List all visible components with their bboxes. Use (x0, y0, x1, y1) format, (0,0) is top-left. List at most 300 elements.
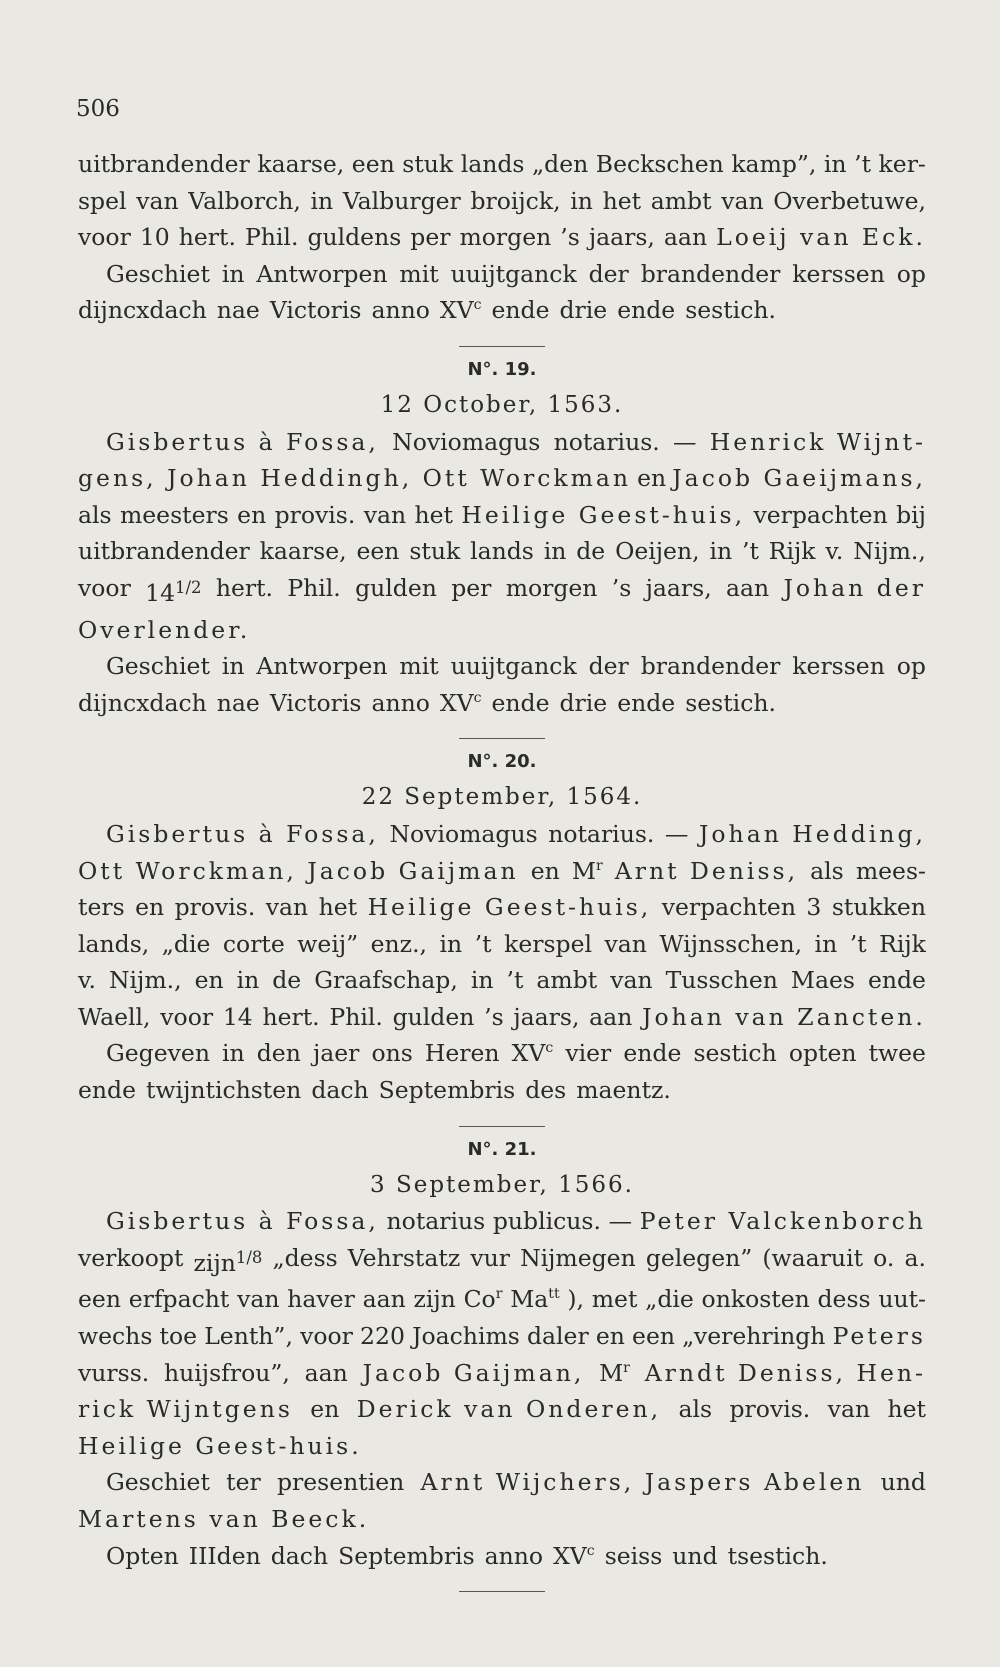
word: dach (311, 1076, 369, 1105)
superscript: c (586, 1542, 595, 1559)
word: jaars, (645, 573, 712, 602)
word: mit (399, 652, 439, 681)
word: ende (617, 296, 676, 325)
word: Antworpen (256, 259, 388, 288)
entry-date: 3 September, 1566. (370, 1171, 634, 1198)
word: Vehrstatz (347, 1243, 461, 1272)
word: 14 (222, 1002, 253, 1031)
word: Geschiet (106, 652, 210, 681)
word: des (525, 1076, 567, 1105)
word: Antworpen (256, 652, 388, 681)
word: $XV^c$ (439, 688, 482, 717)
word: kaarse, (257, 150, 345, 178)
word: het (414, 500, 453, 529)
text-line (78, 962, 926, 999)
word: v. (78, 966, 96, 995)
word: in (221, 652, 245, 681)
text-line (78, 612, 926, 649)
word: $M^r$ (571, 856, 603, 885)
word: huijsfrou”, (164, 1358, 290, 1387)
word: „die (645, 1285, 694, 1314)
spaced-name: Loeij van Eck. (716, 223, 926, 252)
word: lands (470, 537, 534, 566)
word: het (318, 893, 358, 922)
word: presentien (276, 1468, 405, 1497)
word: jaars, (588, 223, 655, 252)
word: vur (470, 1243, 510, 1272)
word: voor (78, 573, 131, 602)
page-number: 506 (76, 96, 120, 122)
word: hert. (262, 1002, 320, 1031)
word: ons (371, 1039, 413, 1068)
text-line (78, 533, 926, 570)
word: kerspel (504, 929, 593, 958)
word: — (608, 1207, 633, 1236)
section-separator (459, 346, 545, 347)
spaced-name: Henrick Wijnt- (709, 427, 926, 456)
word: publicus. (492, 1207, 601, 1236)
word: spel (78, 186, 127, 215)
word: daler (526, 1322, 589, 1351)
text-line (78, 1281, 926, 1318)
word: Nijmegen (520, 1243, 636, 1272)
word: ker- (878, 150, 926, 178)
word: uuijtganck (450, 652, 577, 681)
word: „den (532, 150, 589, 178)
word: Septembris (338, 1541, 475, 1570)
word: verpachten (661, 893, 796, 922)
text-line (78, 219, 926, 256)
text-line (78, 1035, 926, 1072)
word: mit (399, 259, 439, 288)
word: tsestich. (727, 1541, 828, 1570)
word: Rijk (768, 537, 816, 566)
word: provis. (274, 500, 356, 529)
word: Oeijen, (615, 537, 700, 566)
word: uitbrandender (78, 537, 250, 566)
word: wechs (78, 1322, 153, 1351)
spaced-name: Peter Valckenborch (639, 1207, 926, 1236)
word: in (310, 186, 334, 215)
word: provis. (729, 1395, 811, 1424)
word: als (78, 500, 112, 529)
word: brandender (640, 652, 781, 681)
word: in (570, 186, 593, 215)
word: en (194, 966, 224, 995)
word: notarius. (548, 819, 655, 848)
word: haver (287, 1285, 355, 1314)
word: notarius (386, 1207, 486, 1236)
word: in (814, 929, 838, 958)
text-line (78, 889, 926, 926)
spaced-name: Arnt Wijchers, Jaspers Abelen (420, 1468, 865, 1497)
word: ), (567, 1285, 584, 1314)
text-line (78, 999, 926, 1036)
word: ende (491, 296, 550, 325)
word: per (410, 223, 451, 252)
word: vurss. (78, 1358, 150, 1387)
word: Gegeven (106, 1039, 210, 1068)
text-line (78, 1391, 926, 1428)
entry-number: N°. 20. (467, 751, 537, 773)
word: Phil. (287, 573, 341, 602)
word: und (672, 1541, 718, 1570)
word: gelegen” (645, 1243, 753, 1272)
word: broijck, (470, 186, 561, 215)
word: van (136, 186, 179, 215)
word: Nijm., (853, 537, 926, 566)
word: in (709, 537, 733, 566)
text-line (78, 648, 926, 685)
superscript: c (545, 1040, 554, 1057)
word: der (588, 652, 629, 681)
word: aan (663, 223, 708, 252)
word: stuk (409, 537, 461, 566)
word: morgen (459, 223, 552, 252)
word: op (896, 652, 926, 681)
word: uut- (878, 1285, 926, 1314)
word: $XV^c$ (553, 1541, 595, 1570)
word: o. (873, 1243, 895, 1272)
word: ende (491, 688, 550, 717)
spaced-name: Johan der (783, 573, 926, 602)
word: mees- (855, 856, 926, 885)
superscript: r (595, 857, 603, 874)
text-line (78, 1464, 926, 1501)
spaced-name: Heilige Geest-huis, (461, 500, 746, 529)
word: sestich. (685, 688, 776, 717)
word: Lenth”, (204, 1322, 293, 1351)
word: Noviomagus (389, 819, 538, 848)
word: dijncxdach (78, 296, 207, 325)
word: ter (226, 1468, 261, 1497)
word: drie (559, 296, 608, 325)
word: in (823, 150, 847, 178)
word: in (236, 966, 260, 995)
word: guldens (307, 223, 402, 252)
word: der (588, 259, 629, 288)
spaced-name: Johan Hedding, (698, 819, 926, 848)
word: en (637, 464, 667, 493)
word: aan (589, 1002, 633, 1031)
spaced-name: rick Wijntgens (78, 1395, 293, 1424)
superscript: c (473, 689, 482, 706)
word: a. (904, 1243, 926, 1272)
word: kerssen (792, 652, 885, 681)
word: en (135, 893, 165, 922)
word: notarius. (553, 427, 660, 456)
word: 10 (139, 223, 170, 252)
word: anno (371, 296, 430, 325)
text-line (78, 424, 926, 461)
spaced-name: Heilige Geest-huis. (78, 1431, 362, 1460)
word: anno (371, 688, 430, 717)
spaced-name: gens, Johan Heddingh, Ott Worckman (78, 464, 632, 493)
word: ’s (611, 573, 632, 602)
word: Heren (424, 1039, 500, 1068)
word: ’t (506, 966, 524, 995)
fraction: 1/8 (235, 1247, 263, 1267)
word: und (880, 1468, 926, 1497)
word: $M^r$ (599, 1358, 630, 1387)
word: als (810, 856, 844, 885)
entry-date: 22 September, 1564. (361, 784, 643, 811)
word: voor (78, 223, 131, 252)
word: kerssen (792, 259, 885, 288)
word: enz., (370, 929, 428, 958)
word: Geschiet (106, 259, 210, 288)
spaced-name: Jacob Gaijman, (362, 1358, 585, 1387)
word: Tusschen (665, 966, 778, 995)
word: een (356, 537, 400, 566)
word: van (827, 1395, 871, 1424)
spaced-name: Arnt Deniss, (614, 856, 799, 885)
word: in (222, 1039, 245, 1068)
word: weij” (297, 929, 359, 958)
text-line (78, 1355, 926, 1392)
section-separator (459, 738, 545, 739)
spaced-name: Gisbertus à Fossa, (106, 1207, 379, 1236)
word: per (451, 573, 492, 602)
word: ters (78, 893, 125, 922)
word: ’s (484, 1002, 504, 1031)
word: ende (867, 966, 926, 995)
text-line (78, 1538, 926, 1575)
word: Wijnsschen, (659, 929, 803, 958)
word: $XV^c$ (439, 296, 482, 325)
word: Noviomagus (392, 427, 541, 456)
word: van (363, 500, 407, 529)
document-body (78, 146, 926, 1598)
text-line (78, 497, 926, 534)
word: als (678, 1395, 713, 1424)
word: ’t (474, 929, 492, 958)
word: dijncxdach (78, 688, 207, 717)
word: maentz. (576, 1076, 671, 1105)
word: Phil. (329, 1002, 383, 1031)
word: verkoopt (78, 1243, 184, 1272)
word: ambt (536, 966, 598, 995)
spaced-name: Overlender. (78, 615, 251, 644)
text-line (78, 1072, 926, 1109)
word: den (256, 1039, 301, 1068)
word: gulden (392, 1002, 475, 1031)
word: Maes (790, 966, 855, 995)
word: met (591, 1285, 638, 1314)
word: „die (161, 929, 211, 958)
spaced-name: Johan van Zancten. (642, 1002, 926, 1031)
word: erfpacht (128, 1285, 230, 1314)
word: dess (817, 1285, 871, 1314)
word: $Ma^{tt}$ (510, 1285, 560, 1314)
spaced-name: Jacob Gaeijmans, (672, 464, 926, 493)
word: hert. (178, 223, 236, 252)
word: een (632, 1322, 675, 1351)
word: in (543, 537, 567, 566)
word: gulden (355, 573, 437, 602)
word: Nijm., (108, 966, 182, 995)
word: de (272, 966, 302, 995)
superscript: r (495, 1286, 503, 1303)
word: Phil. (244, 223, 299, 252)
word: jaars, (513, 1002, 580, 1031)
superscript: tt (548, 1286, 560, 1303)
text-line (78, 1240, 926, 1282)
text-line (78, 146, 926, 183)
word: zijn (413, 1285, 456, 1314)
superscript: r (623, 1359, 630, 1376)
spaced-name: Derick van Onderen, (356, 1395, 662, 1424)
word: sestich. (685, 296, 776, 325)
word: Opten (106, 1541, 179, 1570)
word: morgen (505, 573, 598, 602)
word: Overbetuwe, (773, 186, 926, 215)
word: stuk (402, 150, 454, 178)
word: — (664, 819, 689, 848)
entry-number: N°. 19. (467, 358, 537, 380)
word: Victoris (269, 296, 362, 325)
word: toe (159, 1322, 198, 1351)
word: hert. (215, 573, 274, 602)
word: Valburger (342, 186, 461, 215)
word: het (887, 1395, 926, 1424)
word: een (78, 1285, 121, 1314)
section-separator (459, 1126, 545, 1127)
word: v. (825, 537, 844, 566)
text-line (78, 1203, 926, 1240)
word: ende (78, 1076, 136, 1105)
spaced-name: Arndt Deniss, Hen- (644, 1358, 926, 1387)
word: aan (304, 1358, 348, 1387)
text-line (78, 816, 926, 853)
word: uuijtganck (450, 259, 577, 288)
word: ambt (650, 186, 712, 215)
word: en (237, 500, 267, 529)
text-line (78, 1501, 926, 1538)
entry-number: N°. 21. (467, 1138, 537, 1160)
text-line (78, 1428, 926, 1465)
word: (waaruit (762, 1243, 864, 1272)
text-line (78, 183, 926, 220)
word: provis. (174, 893, 256, 922)
word: in (221, 259, 245, 288)
spaced-name: Ott Worckman, Jacob Gaijman (78, 856, 519, 885)
word: van (265, 893, 309, 922)
word: twee (868, 1039, 926, 1068)
word: Victoris (269, 688, 362, 717)
word: de (576, 537, 606, 566)
word: anno (484, 1541, 544, 1570)
word: ende (623, 1039, 682, 1068)
word: „verehringh (682, 1322, 826, 1351)
word: brandender (640, 259, 781, 288)
superscript: c (473, 297, 482, 314)
word: en (530, 856, 560, 885)
word: 3 (806, 893, 822, 922)
spaced-name: Martens van Beeck. (78, 1505, 370, 1533)
word: op (896, 259, 926, 288)
word: ’s (560, 223, 580, 252)
word: Septembris (378, 1076, 516, 1105)
word: dach (270, 1541, 329, 1570)
word: — (672, 427, 697, 456)
word: vier (565, 1039, 612, 1068)
word: voor (300, 1322, 353, 1351)
word: van (237, 1285, 280, 1314)
word: kaarse, (259, 537, 347, 566)
word: drie (559, 688, 608, 717)
text-line (78, 1318, 926, 1355)
word: Co$^r$ (463, 1285, 503, 1314)
text-line (78, 926, 926, 963)
word: bij (896, 500, 926, 529)
word: Beckschen (595, 150, 724, 178)
text-line (78, 570, 926, 612)
word: corte (222, 929, 285, 958)
word: $14^{1/2}$ (145, 577, 202, 607)
word: „dess (272, 1243, 338, 1272)
word: Waell, (78, 1002, 151, 1031)
word: van (610, 966, 653, 995)
word: van (721, 186, 764, 215)
spaced-name: Gisbertus à Fossa, (106, 819, 379, 848)
text-line (78, 685, 926, 722)
text-line (78, 853, 926, 890)
spaced-name: Peters (832, 1322, 926, 1351)
word: een (351, 150, 395, 178)
word: zijn$^{1/8}$ (193, 1247, 263, 1277)
word: Joachims (412, 1322, 520, 1351)
text-line (78, 292, 926, 329)
word: jaer (312, 1039, 360, 1068)
word: aan (362, 1285, 406, 1314)
word: aan (726, 573, 770, 602)
word: nae (216, 296, 260, 325)
word: uitbrandender (78, 150, 250, 178)
section-separator (459, 1591, 545, 1592)
word: van (604, 929, 647, 958)
word: ’t (849, 929, 867, 958)
word: verpachten (753, 500, 888, 529)
text-line (78, 460, 926, 497)
word: in (439, 929, 463, 958)
word: 220 (360, 1322, 405, 1351)
word: ende (617, 688, 676, 717)
word: $XV^c$ (511, 1039, 554, 1068)
word: opten (788, 1039, 857, 1068)
word: en (595, 1322, 625, 1351)
fraction: 1/2 (175, 577, 202, 597)
spaced-name: Heilige Geest-huis, (367, 893, 652, 922)
word: het (602, 186, 642, 215)
word: ’t (854, 150, 872, 178)
word: sestich (693, 1039, 777, 1068)
word: nae (216, 688, 260, 717)
word: Graafschap, (314, 966, 458, 995)
word: ’t (741, 537, 759, 566)
word: in (470, 966, 494, 995)
word: Valborch, (188, 186, 301, 215)
word: IIIden (188, 1541, 261, 1570)
word: kamp”, (731, 150, 817, 178)
word: Geschiet (106, 1468, 210, 1497)
word: seiss (604, 1541, 663, 1570)
spaced-name: Gisbertus à Fossa, (106, 427, 379, 456)
entry-date: 12 October, 1563. (380, 391, 624, 418)
text-line (78, 256, 926, 293)
word: en (310, 1395, 340, 1424)
word: Rijk (879, 929, 926, 958)
